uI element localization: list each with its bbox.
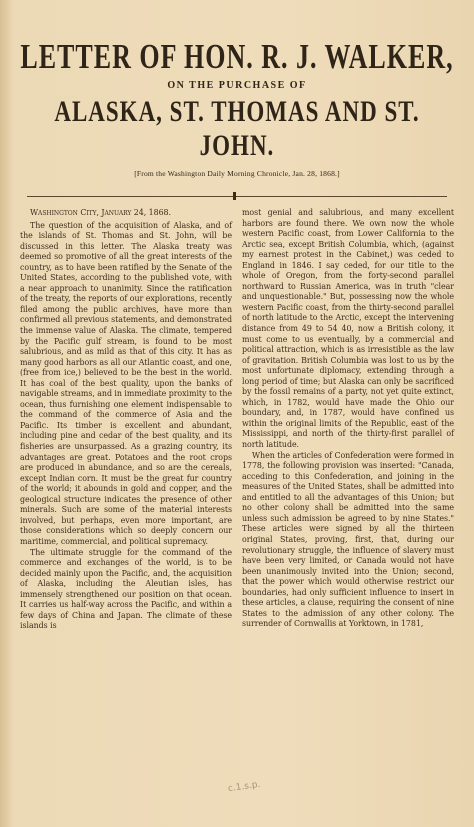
pencil-annotation: c.1.s.p.: [227, 779, 262, 795]
rule-ornament: [233, 192, 236, 200]
source-note: [From the Washington Daily Morning Chronicle, Jan. 28, 1868.]: [134, 169, 340, 178]
divider-rule: [27, 194, 447, 200]
left-column: [20, 208, 232, 632]
paragraph: When the articles of Confederation were formed in 1778, the following provision was inserted: "Canada, acceding to this Confederation, and joining in the measures of the United States, shall be admitted into and entitled to all the advantages of this Union; but no other colony shall be admitted into the same unless such admission be agreed to by nine States." These articles were signed by all the thirteen original States, proving, first, that, during our revolutionary struggle, the influence of slavery must have been very limited, or Canada would not have been unanimously invited into the Union; second, that the power which would otherwise restrict our boundaries, had only sufficient influence to insert in these articles, a clause, requiring the consent of nine States to the admission of any other colony. The surrender of Cornwallis at Yorktown, in 1781,: [242, 450, 454, 629]
title-line-2: ON THE PURCHASE OF: [167, 80, 307, 91]
paragraph: most genial and salubrious, and many excellent harbors are found there. We own now the whole western Pacific coast, from Lower California to the Arctic sea, except British Columbia, which, (against my earnest protest in the Cabinet,) was ceded to England in 1846. I say ceded, for our title to the whole of Oregon, from the forty-second parallel northward to Russian America, was in truth "clear and unquestionable." But, possessing now the whole western Pacific coast, from the thirty-second parallel of north latitude to the Arctic, except the intervening distance from 49 to 54 40, now a British colony, it must come to us eventually, by a commercial and political attraction, which is as irresistible as the law of gravitation. British Columbia was lost to us by the most unfortunate diplomacy, extending through a long period of time; but Alaska can only be sacrificed by the fossil remains of a party, not yet quite extinct, which, in 1782, would have made the Ohio our boundary, and, in 1787, would have confined us within the original limits of the Republic, east of the Mississippi, and north of the thirty-first parallel of north latitude.: [242, 208, 454, 450]
right-column: [242, 208, 454, 632]
body-columns: [16, 208, 458, 632]
title-line-3: ALASKA, ST. THOMAS AND ST. JOHN.: [54, 95, 420, 162]
paragraph: The ultimate struggle for the command of the commerce and exchanges of the world, is to be decided mainly upon the Pacific, and, the acquisition of Alaska, including the Aleutian isles, has immensely strengthened our position on that ocean. It carries us half-way across the Pacific, and within a few days of China and Japan. The climate of these islands is: [20, 547, 232, 631]
paragraph: The question of the acquisition of Alaska, and of the islands of St. Thomas and St. John, will be discussed in this letter. The Alaska treaty was deemed so promotive of all the great interests of the country, as to have been ratified by the Senate of the United States, according to the published vote, with a near approach to unanimity. Since the ratification of the treaty, the reports of our explorations, recently filed among the public archives, have more than confirmed all previous statements, and demonstrated the immense value of Alaska. The climate, tempered by the Pacific gulf stream, is found to be most salubrious, and as mild as that of this city. It has as many good harbors as all our Atlantic coast, and one, (free from ice,) believed to be the best in the world. It has coal of the best quality, upon the banks of navigable streams, and in immediate proximity to the ocean, thus furnishing one element indispensable to the command of the commerce of Asia and the Pacific. Its timber is excellent and abundant, including pine and cedar of the best quality, and its fisheries are unsurpassed. As a grazing country, its advantages are great. Potatoes and the root crops are produced in abundance, and so are the cereals, except Indian corn. It must be the great fur country of the world; it abounds in gold and copper, and the geological structure indicates the presence of other minerals. Such are some of the material interests involved, but perhaps, even more important, are those considerations which so deeply concern our maritime, commercial, and political supremacy.: [20, 220, 232, 546]
dateline: Washington City, January 24, 1868.: [30, 208, 171, 217]
title-line-1: LETTER OF HON. R. J. WALKER,: [20, 37, 454, 77]
